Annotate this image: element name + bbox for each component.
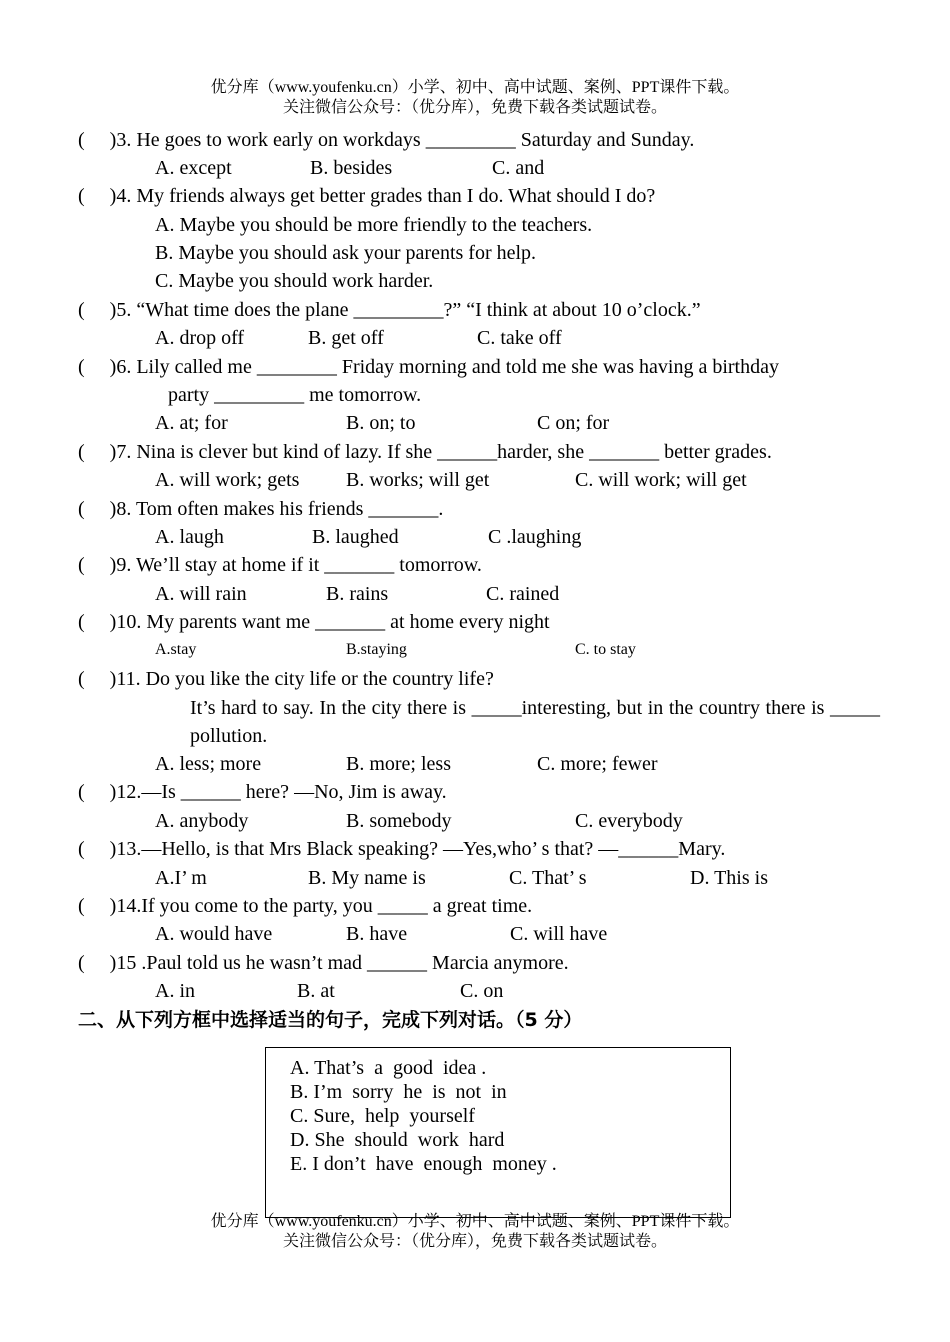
question-text: —Hello, is that Mrs Black speaking? —Yes,who’ s that? —______Mary. xyxy=(141,838,726,860)
question-text: My parents want me _______ at home every night xyxy=(146,611,550,633)
question-6: ( )6. Lily called me ________ Friday morning and told me she was having a birthday xyxy=(78,356,779,378)
question-number: 4 xyxy=(116,185,127,207)
question-text: Tom often makes his friends _______. xyxy=(135,498,444,520)
question-number: 8 xyxy=(116,498,127,520)
choice-d: D. She should work hard xyxy=(290,1129,505,1151)
option: B. laughed xyxy=(312,526,399,548)
header-line-2: 关注微信公众号：（优分库），免费下载各类试题试卷。 xyxy=(282,99,667,116)
question-number: 9 xyxy=(116,554,127,576)
option: C. rained xyxy=(486,583,560,605)
option: A. drop off xyxy=(155,327,245,349)
question-text: .Paul told us he wasn’t mad ______ Marcia anymore. xyxy=(136,952,569,974)
question-number: 13 xyxy=(116,838,137,860)
question-text: Nina is clever but kind of lazy. If she ______harder, she _______ better grades. xyxy=(136,441,772,463)
question-10: ( )10. My parents want me _______ at home every night xyxy=(78,611,550,633)
option: A.I’ m xyxy=(155,867,207,889)
choice-a: A. That’s a good idea . xyxy=(290,1057,487,1079)
question-number: 7 xyxy=(116,441,127,463)
choice-e: E. I don’t have enough money . xyxy=(290,1153,557,1175)
question-14: ( )14.If you come to the party, you _____ a great time. xyxy=(78,895,533,917)
footer-line-2: 关注微信公众号：（优分库），免费下载各类试题试卷。 xyxy=(282,1233,667,1250)
option: A. anybody xyxy=(155,810,249,832)
option: C. will work; will get xyxy=(575,469,747,491)
question-7: ( )7. Nina is clever but kind of lazy. If she ______harder, she _______ better grades. xyxy=(78,441,772,463)
question-text: “What time does the plane _________?” “I think at about 10 o’clock.” xyxy=(136,299,701,321)
option: A. at; for xyxy=(155,412,228,434)
option: A. Maybe you should be more friendly to the teachers. xyxy=(155,214,593,236)
question-text: If you come to the party, you _____ a great time. xyxy=(141,895,533,917)
question-15: ( )15 .Paul told us he wasn’t mad ______ Marcia anymore. xyxy=(78,952,569,974)
question-4: ( )4. My friends always get better grades than I do. What should I do? xyxy=(78,185,656,207)
question-number: 12 xyxy=(116,781,137,803)
option: B. My name is xyxy=(308,867,426,889)
question-text: Lily called me ________ Friday morning and told me she was having a birthday xyxy=(136,356,779,378)
choice-b: B. I’m sorry he is not in xyxy=(290,1081,507,1103)
question-3: ( )3. He goes to work early on workdays _________ Saturday and Sunday. xyxy=(78,129,695,151)
question-11: ( )11. Do you like the city life or the country life? xyxy=(78,668,494,690)
question-9: ( )9. We’ll stay at home if it _______ tomorrow. xyxy=(78,554,482,576)
header-line-1: 优分库（www.youfenku.cn）小学、初中、高中试题、案例、PPT课件下载。 xyxy=(210,79,740,96)
option: A. except xyxy=(155,157,232,179)
option: C. everybody xyxy=(575,810,683,832)
question-number: 11 xyxy=(116,668,136,690)
question-13: ( )13.—Hello, is that Mrs Black speaking? —Yes,who’ s that? —______Mary. xyxy=(78,838,726,860)
option: B. get off xyxy=(308,327,384,349)
footer-line-1: 优分库（www.youfenku.cn）小学、初中、高中试题、案例、PPT课件下载。 xyxy=(210,1213,740,1230)
option: A. will rain xyxy=(155,583,247,605)
option: C. Maybe you should work harder. xyxy=(155,270,434,292)
option: A.stay xyxy=(155,641,197,658)
option: C. That’ s xyxy=(509,867,587,889)
question-text: He goes to work early on workdays _________ Saturday and Sunday. xyxy=(136,129,695,151)
question-text: We’ll stay at home if it _______ tomorrow. xyxy=(135,554,482,576)
option: A. less; more xyxy=(155,753,262,775)
option: C. take off xyxy=(477,327,562,349)
question-5: ( )5. “What time does the plane _________?” “I think at about 10 o’clock.” xyxy=(78,299,701,321)
option: A. will work; gets xyxy=(155,469,300,491)
option: B. somebody xyxy=(346,810,452,832)
option: C. more; fewer xyxy=(537,753,658,775)
option: B.staying xyxy=(346,641,407,658)
option: B. works; will get xyxy=(346,469,490,491)
question-text-continued: It’s hard to say. In the city there is _____interesting, but in the country there is _____ pollution. xyxy=(190,697,880,747)
question-number: 10 xyxy=(116,611,137,633)
option: B. more; less xyxy=(346,753,451,775)
option: B. at xyxy=(297,980,335,1002)
question-text: Do you like the city life or the country life? xyxy=(145,668,494,690)
option: B. besides xyxy=(310,157,393,179)
option: B. Maybe you should ask your parents for help. xyxy=(155,242,537,264)
option: D. This is xyxy=(690,867,768,889)
option: B. on; to xyxy=(346,412,416,434)
option: C. to stay xyxy=(575,641,636,658)
option: C .laughing xyxy=(488,526,582,548)
option: A. in xyxy=(155,980,195,1002)
option: C. and xyxy=(492,157,545,179)
option: B. have xyxy=(346,923,408,945)
question-text-continued: party _________ me tomorrow. xyxy=(168,384,422,406)
option: A. would have xyxy=(155,923,273,945)
question-number: 5 xyxy=(116,299,127,321)
option: C. on xyxy=(460,980,504,1002)
question-text: My friends always get better grades than I do. What should I do? xyxy=(136,185,656,207)
option: C on; for xyxy=(537,412,610,434)
option: B. rains xyxy=(326,583,389,605)
question-12: ( )12.—Is ______ here? —No, Jim is away. xyxy=(78,781,447,803)
question-text: —Is ______ here? —No, Jim is away. xyxy=(141,781,447,803)
question-number: 6 xyxy=(116,356,127,378)
question-number: 3 xyxy=(116,129,127,151)
option: A. laugh xyxy=(155,526,224,548)
question-number: 14 xyxy=(116,895,137,917)
section-2-title: 二、从下列方框中选择适当的句子，完成下列对话。（5 分） xyxy=(78,1009,583,1031)
question-8: ( )8. Tom often makes his friends _______. xyxy=(78,498,444,520)
choice-c: C. Sure, help yourself xyxy=(290,1105,475,1127)
question-number: 15 xyxy=(116,952,137,974)
option: C. will have xyxy=(510,923,608,945)
